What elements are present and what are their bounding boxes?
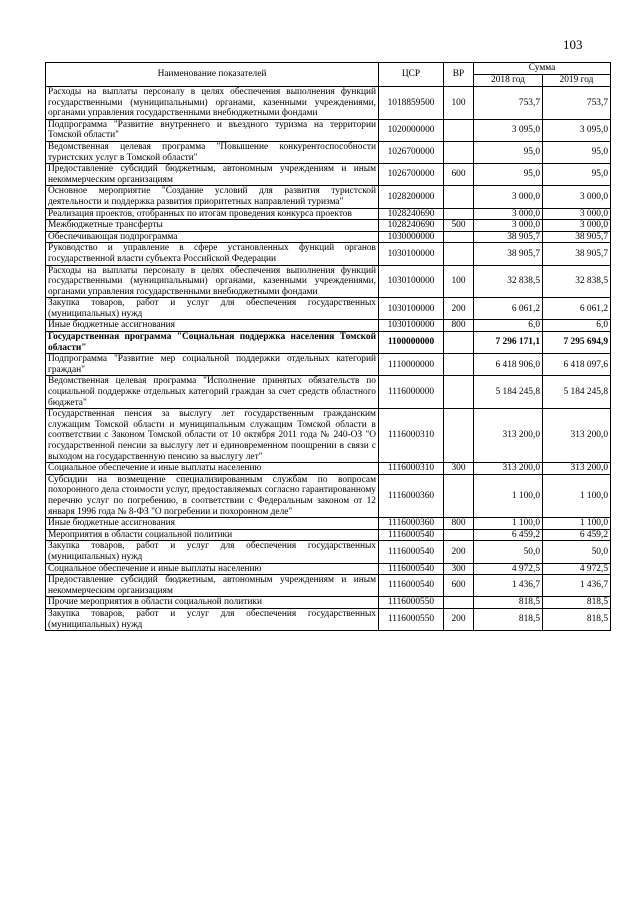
- table-row: [46, 474, 611, 517]
- row-value-2018: 3 000,0: [474, 186, 543, 208]
- row-csr: 1100000000: [379, 332, 444, 354]
- table-row: [46, 119, 611, 141]
- table-row: [46, 563, 611, 575]
- header-sum: Сумма: [474, 63, 611, 75]
- row-name: Руководство и управление в сфере установленных функций органов государственной власти субъекта Российской Федерации: [46, 243, 379, 265]
- row-value-2018: 1 436,7: [474, 575, 543, 597]
- row-value-2019: 3 000,0: [543, 220, 611, 232]
- row-csr: 1030000000: [379, 231, 444, 243]
- row-name: Предоставление субсидий бюджетным, автономным учреждениям и иным некоммерческим организациям: [46, 575, 379, 597]
- row-vr: 500: [444, 220, 474, 232]
- row-name: Государственная программа "Социальная поддержка населения Томской области": [46, 332, 379, 354]
- row-name: Подпрограмма "Развитие мер социальной поддержки отдельных категорий граждан": [46, 354, 379, 376]
- row-value-2018: 38 905,7: [474, 243, 543, 265]
- table-row: [46, 186, 611, 208]
- row-name: Закупка товаров, работ и услуг для обеспечения государственных (муниципальных) нужд: [46, 298, 379, 320]
- row-value-2019: 5 184 245,8: [543, 376, 611, 409]
- row-csr: 1116000540: [379, 541, 444, 563]
- row-name: Социальное обеспечение и иные выплаты населению: [46, 463, 379, 475]
- row-name: Межбюджетные трансферты: [46, 220, 379, 232]
- row-name: Социальное обеспечение и иные выплаты населению: [46, 563, 379, 575]
- row-value-2019: 1 100,0: [543, 518, 611, 530]
- row-value-2018: 6,0: [474, 320, 543, 332]
- row-value-2018: 7 296 171,1: [474, 332, 543, 354]
- row-name: Основное мероприятие "Создание условий для развития туристской деятельности и поддержка развития приоритетных направлений туризма": [46, 186, 379, 208]
- row-value-2018: 1 100,0: [474, 474, 543, 517]
- table-row: [46, 332, 611, 354]
- header-vr: ВР: [444, 63, 474, 87]
- table-row: [46, 141, 611, 163]
- row-csr: 1116000360: [379, 474, 444, 517]
- row-value-2019: 3 000,0: [543, 186, 611, 208]
- row-value-2019: 313 200,0: [543, 463, 611, 475]
- row-csr: 1116000540: [379, 563, 444, 575]
- row-csr: 1116000540: [379, 575, 444, 597]
- row-vr: 200: [444, 608, 474, 630]
- row-value-2019: 32 838,5: [543, 265, 611, 298]
- row-value-2019: 95,0: [543, 164, 611, 186]
- table-row: [46, 320, 611, 332]
- row-vr: 300: [444, 463, 474, 475]
- row-vr: 100: [444, 265, 474, 298]
- row-name: Субсидии на возмещение специализированным службам по вопросам похоронного дела стоимости услуг, предоставляемых согласно гарантированному перечню услуг по погребению, в соответствии с Федеральным законом от 12 января 1996 года № 8-ФЗ "О погребении и похоронном деле": [46, 474, 379, 517]
- row-value-2018: 95,0: [474, 164, 543, 186]
- table-row: [46, 231, 611, 243]
- row-value-2018: 818,5: [474, 597, 543, 609]
- row-value-2018: 3 000,0: [474, 208, 543, 220]
- row-csr: 1116000310: [379, 409, 444, 463]
- row-name: Иные бюджетные ассигнования: [46, 320, 379, 332]
- row-value-2018: 313 200,0: [474, 463, 543, 475]
- row-csr: 1028200000: [379, 186, 444, 208]
- header-name: Наименование показателей: [46, 63, 379, 87]
- row-value-2019: 818,5: [543, 597, 611, 609]
- row-csr: 1028240690: [379, 208, 444, 220]
- header-year-2019: 2019 год: [543, 75, 611, 87]
- row-vr: [444, 332, 474, 354]
- row-value-2019: 3 095,0: [543, 119, 611, 141]
- row-vr: 600: [444, 164, 474, 186]
- row-vr: [444, 474, 474, 517]
- row-csr: 1116000540: [379, 529, 444, 541]
- row-csr: 1116000550: [379, 608, 444, 630]
- row-value-2019: 4 972,5: [543, 563, 611, 575]
- table-row: [46, 164, 611, 186]
- row-csr: 1110000000: [379, 354, 444, 376]
- row-value-2018: 50,0: [474, 541, 543, 563]
- table-row: [46, 529, 611, 541]
- row-name: Прочие мероприятия в области социальной политики: [46, 597, 379, 609]
- row-csr: 1030100000: [379, 298, 444, 320]
- table-row: [46, 243, 611, 265]
- row-name: Закупка товаров, работ и услуг для обеспечения государственных (муниципальных) нужд: [46, 541, 379, 563]
- row-name: Государственная пенсия за выслугу лет государственным гражданским служащим Томской области и муниципальным служащим Томской области в соответствии с Законом Томской области от 10 октября 2011 года № 240-ОЗ "О государственной пенсии за выслугу лет и единовременном поощрении в связи с выходом на государственную пенсию за выслугу лет": [46, 409, 379, 463]
- table-row: [46, 265, 611, 298]
- row-name: Расходы на выплаты персоналу в целях обеспечения выполнения функций государственными (муниципальными) органами, казенными учреждениями, органами управления государственными внебюджетными фондами: [46, 265, 379, 298]
- row-vr: 600: [444, 575, 474, 597]
- row-value-2019: 38 905,7: [543, 243, 611, 265]
- row-vr: 800: [444, 320, 474, 332]
- row-csr: 1030100000: [379, 320, 444, 332]
- row-vr: 100: [444, 87, 474, 120]
- row-value-2018: 6 459,2: [474, 529, 543, 541]
- table-row: [46, 575, 611, 597]
- row-value-2019: 6 418 097,6: [543, 354, 611, 376]
- row-name: Ведомственная целевая программа "Повышение конкурентоспособности туристских услуг в Томской области": [46, 141, 379, 163]
- table-row: [46, 208, 611, 220]
- row-csr: 1030100000: [379, 243, 444, 265]
- row-value-2018: 1 100,0: [474, 518, 543, 530]
- row-name: Закупка товаров, работ и услуг для обеспечения государственных (муниципальных) нужд: [46, 608, 379, 630]
- row-vr: [444, 409, 474, 463]
- row-value-2018: 38 905,7: [474, 231, 543, 243]
- row-value-2018: 313 200,0: [474, 409, 543, 463]
- row-value-2018: 818,5: [474, 608, 543, 630]
- table-row: [46, 376, 611, 409]
- row-csr: 1020000000: [379, 119, 444, 141]
- table-row: [46, 518, 611, 530]
- row-csr: 1116000310: [379, 463, 444, 475]
- row-vr: [444, 186, 474, 208]
- row-name: Мероприятия в области социальной политики: [46, 529, 379, 541]
- header-year-2018: 2018 год: [474, 75, 543, 87]
- table-row: [46, 298, 611, 320]
- row-csr: 1030100000: [379, 265, 444, 298]
- budget-table: [45, 62, 611, 631]
- table-row: [46, 354, 611, 376]
- row-vr: [444, 119, 474, 141]
- row-name: Расходы на выплаты персоналу в целях обеспечения выполнения функций государственными (муниципальными) органами, казенными учреждениями, органами управления государственными внебюджетными фондами: [46, 87, 379, 120]
- table-row: [46, 409, 611, 463]
- table-row: [46, 463, 611, 475]
- row-value-2018: 6 418 906,0: [474, 354, 543, 376]
- header-csr: ЦСР: [379, 63, 444, 87]
- row-vr: [444, 141, 474, 163]
- row-value-2018: 4 972,5: [474, 563, 543, 575]
- row-value-2019: 6 061,2: [543, 298, 611, 320]
- table-row: [46, 597, 611, 609]
- table-row: [46, 541, 611, 563]
- row-vr: [444, 597, 474, 609]
- row-value-2019: 6 459,2: [543, 529, 611, 541]
- row-csr: 1026700000: [379, 141, 444, 163]
- row-value-2018: 3 000,0: [474, 220, 543, 232]
- row-vr: 300: [444, 563, 474, 575]
- row-value-2019: 818,5: [543, 608, 611, 630]
- row-csr: 1116000550: [379, 597, 444, 609]
- row-value-2018: 32 838,5: [474, 265, 543, 298]
- row-value-2019: 7 295 694,9: [543, 332, 611, 354]
- row-value-2019: 1 100,0: [543, 474, 611, 517]
- row-vr: 800: [444, 518, 474, 530]
- row-vr: 200: [444, 541, 474, 563]
- row-value-2019: 313 200,0: [543, 409, 611, 463]
- row-vr: [444, 354, 474, 376]
- row-name: Предоставление субсидий бюджетным, автономным учреждениям и иным некоммерческим организациям: [46, 164, 379, 186]
- row-value-2019: 6,0: [543, 320, 611, 332]
- row-csr: 1116000360: [379, 518, 444, 530]
- table-row: [46, 220, 611, 232]
- row-value-2019: 1 436,7: [543, 575, 611, 597]
- table-row: [46, 608, 611, 630]
- row-csr: 1116000000: [379, 376, 444, 409]
- row-name: Реализация проектов, отобранных по итогам проведения конкурса проектов: [46, 208, 379, 220]
- row-name: Подпрограмма "Развитие внутреннего и въездного туризма на территории Томской области": [46, 119, 379, 141]
- row-value-2019: 753,7: [543, 87, 611, 120]
- row-csr: 1018859500: [379, 87, 444, 120]
- row-vr: [444, 243, 474, 265]
- page-number: 103: [563, 37, 583, 52]
- row-value-2019: 50,0: [543, 541, 611, 563]
- table-row: [46, 87, 611, 120]
- row-value-2019: 38 905,7: [543, 231, 611, 243]
- row-name: Обеспечивающая подпрограмма: [46, 231, 379, 243]
- row-vr: [444, 529, 474, 541]
- row-value-2018: 6 061,2: [474, 298, 543, 320]
- row-value-2018: 753,7: [474, 87, 543, 120]
- row-value-2019: 3 000,0: [543, 208, 611, 220]
- row-value-2018: 3 095,0: [474, 119, 543, 141]
- row-vr: 200: [444, 298, 474, 320]
- row-vr: [444, 208, 474, 220]
- row-value-2019: 95,0: [543, 141, 611, 163]
- row-csr: 1026700000: [379, 164, 444, 186]
- row-vr: [444, 376, 474, 409]
- row-csr: 1028240690: [379, 220, 444, 232]
- row-vr: [444, 231, 474, 243]
- row-value-2018: 95,0: [474, 141, 543, 163]
- row-value-2018: 5 184 245,8: [474, 376, 543, 409]
- row-name: Ведомственная целевая программа "Исполнение принятых обязательств по социальной поддержке отдельных категорий граждан за счет средств областного бюджета": [46, 376, 379, 409]
- row-name: Иные бюджетные ассигнования: [46, 518, 379, 530]
